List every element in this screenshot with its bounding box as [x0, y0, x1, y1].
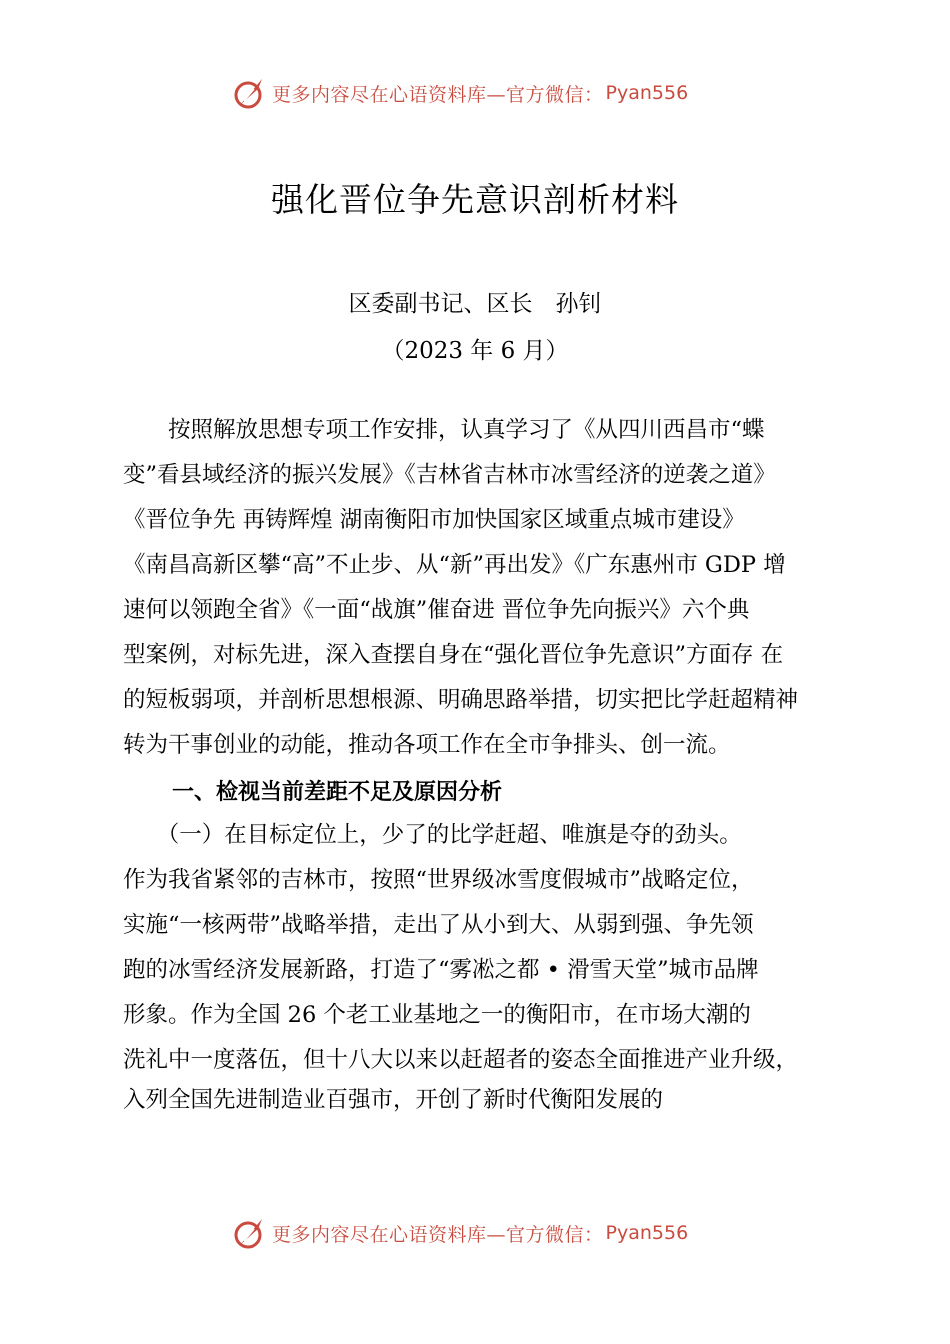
watermark-wechat-id: Pyan556 — [605, 82, 689, 104]
paragraph-line: 形象。作为全国 26 个老工业基地之一的衡阳市，在市场大潮的 — [123, 1002, 751, 1028]
quill-logo-icon — [232, 1215, 268, 1251]
document-title: 强化晋位争先意识剖析材料 — [271, 180, 679, 219]
paragraph-line: 实施“一核两带”战略举措，走出了从小到大、从弱到强、争先领 — [123, 912, 754, 938]
watermark-wechat-id: Pyan556 — [605, 1222, 689, 1244]
quill-logo-icon — [232, 75, 268, 111]
paragraph-line: 入列全国先进制造业百强市，开创了新时代衡阳发展的 — [123, 1087, 664, 1113]
paragraph-line: 变”看县域经济的振兴发展》《吉林省吉林市冰雪经济的逆袭之道》 — [123, 462, 776, 488]
paragraph-line: 型案例，对标先进，深入查摆自身在“强化晋位争先意识”方面存 在 — [123, 642, 784, 668]
section-heading: 一、检视当前差距不足及原因分析 — [172, 780, 503, 805]
paragraph-line: 跑的冰雪经济发展新路，打造了“雾凇之都 • 滑雪天堂”城市品牌 — [123, 957, 759, 983]
document-author: 区委副书记、区长 孙钊 — [348, 291, 602, 317]
watermark-footer — [232, 1213, 688, 1253]
paragraph-line: 的短板弱项，并剖析思想根源、明确思路举措，切实把比学赶超精神 — [123, 687, 799, 713]
paragraph-line: 速何以领跑全省》《一面“战旗”催奋进 晋位争先向振兴》六个典 — [123, 597, 750, 623]
paragraph-line: 《南昌高新区攀“高”不止步、从“新”再出发》《广东惠州市 GDP 增 — [123, 552, 786, 578]
paragraph-line: 按照解放思想专项工作安排，认真学习了《从四川西昌市“蝶 — [123, 417, 765, 443]
watermark-text: 更多内容尽在心语资料库—官方微信： — [272, 1223, 604, 1246]
paragraph-line: 作为我省紧邻的吉林市，按照“世界级冰雪度假城市”战略定位， — [123, 867, 754, 893]
paragraph-line: 《晋位争先 再铸辉煌 湖南衡阳市加快国家区域重点城市建设》 — [123, 507, 745, 533]
paragraph-line: （一）在目标定位上，少了的比学赶超、唯旗是夺的劲头。 — [123, 822, 742, 848]
paragraph-line: 洗礼中一度落伍，但十八大以来以赶超者的姿态全面推进产业升级， — [123, 1047, 799, 1073]
watermark-text: 更多内容尽在心语资料库—官方微信： — [272, 83, 604, 106]
watermark-header — [232, 73, 688, 113]
document-date: （2023 年 6 月） — [381, 338, 569, 364]
paragraph-line: 转为干事创业的动能，推动各项工作在全市争排头、创一流。 — [123, 732, 731, 758]
